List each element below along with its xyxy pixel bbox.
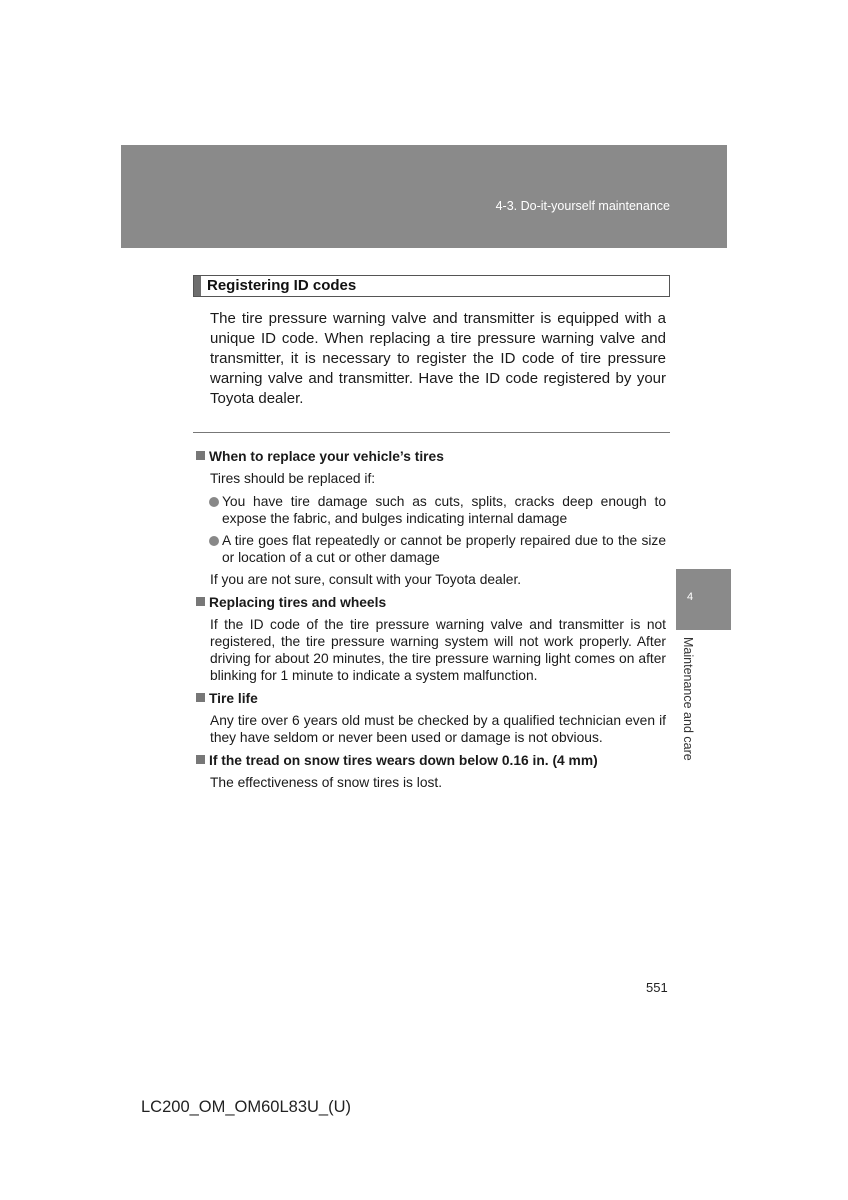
snow-tires-body: The effectiveness of snow tires is lost.: [210, 775, 443, 790]
registering-id-codes-box: [193, 275, 670, 297]
notes-content: [196, 448, 666, 797]
subhead-text: When to replace your vehicle’s tires: [209, 449, 444, 464]
tire-life-body: Any tire over 6 years old must be checked by a qualified technician even if they have seldom or never been used or damage is not obvious.: [210, 713, 666, 745]
subhead-text: Replacing tires and wheels: [209, 595, 387, 610]
chapter-number: 4: [687, 591, 694, 603]
header-band: [121, 145, 727, 248]
square-bullet-icon: [196, 755, 205, 764]
list-item: [222, 493, 666, 527]
circle-bullet-icon: [209, 536, 219, 546]
replacing-wheels-body: If the ID code of the tire pressure warning valve and transmitter is not registered, the tire pressure warning system will not work properly. After driving for about 20 minutes, the tire pressure warning light comes on after blinking for 1 minute to indicate a system malfunction.: [210, 617, 666, 683]
chapter-tab: [676, 569, 731, 630]
bullet-text: You have tire damage such as cuts, splits, cracks deep enough to expose the fabric, and bulges indicating internal damage: [222, 494, 666, 526]
page-number: 551: [646, 980, 668, 995]
subhead-snow-tires: [196, 752, 666, 769]
replace-tires-outro: If you are not sure, consult with your Toyota dealer.: [210, 572, 522, 587]
square-bullet-icon: [196, 693, 205, 702]
document-code: LC200_OM_OM60L83U_(U): [141, 1098, 352, 1116]
subhead-text: Tire life: [209, 691, 258, 706]
subhead-replacing-wheels: [196, 594, 666, 611]
circle-bullet-icon: [209, 497, 219, 507]
square-bullet-icon: [196, 451, 205, 460]
bullet-text: A tire goes flat repeatedly or cannot be properly repaired due to the size or location of a cut or other damage: [222, 533, 666, 565]
registering-title: Registering ID codes: [207, 277, 357, 294]
subhead-replace-tires: [196, 448, 666, 465]
subhead-tire-life: [196, 690, 666, 707]
subhead-text: If the tread on snow tires wears down below 0.16 in. (4 mm): [209, 753, 598, 768]
square-bullet-icon: [196, 597, 205, 606]
section-title: 4-3. Do-it-yourself maintenance: [495, 199, 670, 213]
registering-body: The tire pressure warning valve and transmitter is equipped with a unique ID code. When replacing a tire pressure warning valve and transmitter, it is necessary to register the ID code of tire pressure warning valve and transmitter. Have the ID code registered by your Toyota dealer.: [210, 310, 666, 407]
replace-tires-intro: Tires should be replaced if:: [210, 471, 376, 486]
chapter-label: Maintenance and care: [681, 637, 695, 761]
title-bar-marker: [194, 276, 201, 296]
section-divider: [193, 432, 670, 433]
list-item: [222, 532, 666, 566]
